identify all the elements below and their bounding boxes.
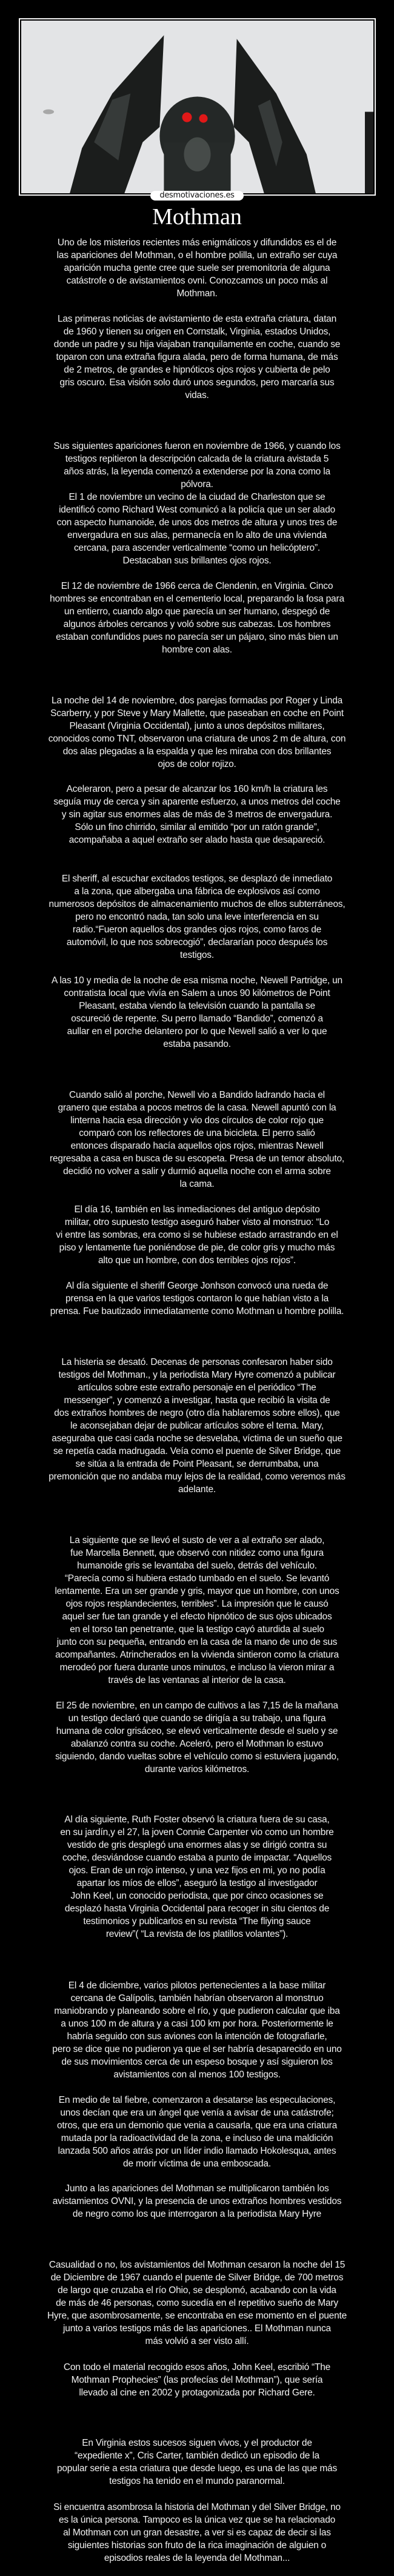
article-paragraph (0, 2501, 394, 2564)
paragraph-line: a unos 100 m de altura y a casi 100 km por hora. Posteriormente le (61, 2018, 333, 2029)
paragraph-line: pólvora. (181, 479, 213, 490)
paragraph-line: lentamente. Era un ser grande y gris, mayor que un hombre, con unos (55, 1585, 339, 1596)
paragraph-line: Sólo un fino chirrido, similar al emitido “por un ratón grande”, (75, 822, 319, 832)
paragraph-line: Mothman Prophecies” (las profecías del Mothman”), que sería (71, 2374, 323, 2385)
paragraph-line: El 12 de noviembre de 1966 cerca de Clendenin, en Virginia. Cinco (61, 580, 333, 591)
paragraph-line: artículos sobre este extraño personaje en el periódico “The (78, 1382, 316, 1393)
paragraph-line: de morir víctima de una emboscada. (123, 2158, 271, 2169)
paragraph-line: testigos del Mothman., y la periodista Mary Hyre comenzó a publicar (58, 1369, 336, 1380)
paragraph-line: de Diciembre de 1967 cuando el puente de Silver Bridge, de 700 metros (50, 2272, 344, 2283)
paragraph-line: un entierro, cuando algo que parecía un ser humano, despegó de (64, 606, 330, 617)
paragraph-line: de sus movimientos cerca de un espeso bosque y así siguieron los (61, 2056, 333, 2067)
paragraph-line: Al día siguiente, Ruth Foster observó la criatura fuera de su casa, (64, 1814, 330, 1825)
paragraph-line: numerosos depósitos de almacenamiento muchos de ellos subterráneos, (48, 898, 346, 909)
paragraph-line: militar, otro supuesto testigo aseguró haber visto al monstruo: “Lo (64, 1217, 330, 1227)
paragraph-line: humanoide gris se levantaba del suelo, detrás del vehículo. (77, 1560, 317, 1571)
paragraph-line: años atrás, la leyenda comenzó a extenderse por la zona como la (64, 466, 330, 477)
paragraph-line: Las primeras noticias de avistamiento de esta extraña criatura, datan (57, 313, 337, 324)
paragraph-line: merodeó por fuera durante unos minutos, e incluso la vieron mirar a (59, 1662, 335, 1673)
paragraph-line: regresaba a casa en busca de su escopeta. Presa de un temor absoluto, (50, 1153, 344, 1164)
paragraph-line: Aceleraron, pero a pesar de alcanzar los 160 km/h la criatura les (66, 783, 328, 794)
article-paragraph (0, 1203, 394, 1267)
paragraph-line: testigos repitieron la descripción calcada de la criatura avistada 5 (65, 453, 329, 464)
paragraph-line: siguiendo, dando vueltas sobre el vehículo como si estuviera jugando, (55, 1751, 339, 1762)
paragraph-line: Al día siguiente el sheriff George Jonhson convocó una rueda de (65, 1280, 329, 1291)
paragraph-line: Con todo el material recogido esos años, John Keel, escribió “The (63, 2362, 331, 2372)
paragraph-line: automóvil, lo que nos sobrecogió”, declararían poco después los (66, 937, 328, 948)
paragraph-line: vidas. (185, 390, 209, 400)
paragraph-line: abalanzó contra su coche. Aceleró, pero el Mothman lo estuvo (70, 1738, 324, 1749)
right-eye-icon (199, 115, 208, 123)
paragraph-line: decidió no volver a salir y durmió aquella noche con el arma sobre (63, 1166, 331, 1177)
paragraph-line: las apariciones del Mothman, o el hombre polilla, un extraño ser cuya (56, 250, 338, 261)
paragraph-line: coche, desviándose cuando estaba a punto de impactar. “Aquellos (62, 1852, 332, 1863)
paragraph-line: “expediente x”, Cris Carter, también dedicó un episodio de la (75, 2450, 319, 2461)
paragraph-line: Cuando salió al porche, Newell vio a Bandido ladrando hacia el (69, 1089, 325, 1100)
paragraph-line: aquel ser fue tan grande y el efecto hipnótico de sus ojos ubicados (62, 1611, 332, 1622)
paragraph-line: vestido de gris desplegó una enormes alas y se dirigió contra su (67, 1839, 327, 1850)
paragraph-line: un testigo declaró que cuando se dirigía a su trabajo, una figura (68, 1713, 326, 1724)
paragraph-line: de 1960 y tienen su origen en Cornstalk, Virginia, estados Unidos, (63, 326, 331, 337)
paragraph-line: en el torso tan penetrante, que la testigo cayó aturdida al suelo (70, 1624, 324, 1635)
paragraph-line: alto que un hombre, con dos terribles ojos rojos”. (98, 1255, 296, 1266)
paragraph-line: contratista local que vivía en Salem a unos 90 kilómetros de Point (64, 988, 330, 998)
article-paragraph (0, 1089, 394, 1190)
paragraph-line: Casualidad o no, los avistamientos del Mothman cesaron la noche del 15 (48, 2259, 346, 2270)
paragraph-line: adelante. (178, 1484, 216, 1495)
paragraph-line: pero no encontró nada, tan solo una leve interferencia en su (75, 911, 319, 922)
paragraph-line: humana de color grisáceo, se elevó verticalmente desde el suelo y se (56, 1725, 338, 1736)
paragraph-line: lanzada 500 años atrás por un líder indio llamado Hokolesqua, antes (58, 2145, 336, 2156)
paragraph-line: Pleasant (Virginia Occidental), junto a unos depósitos militares, (69, 720, 325, 731)
article-paragraph (0, 580, 394, 656)
paragraph-line: mutada por la radioactividad de la zona, e incluso de una maldición (61, 2133, 333, 2143)
paragraph-line: de más de 46 personas, como sucedía en el repetitivo sueño de Mary (56, 2297, 338, 2308)
paragraph-line: conocidos como TNT, observaron una criatura de unos 2 m de altura, con (48, 733, 346, 744)
paragraph-line: messenger”, y comenzó a investigar, hasta que recibió la visita de (64, 1395, 330, 1406)
paragraph-line: fue Marcella Bennett, que observó con nitidez como una figura (70, 1547, 324, 1558)
paragraph-line: cercana, para ascender verticalmente “como un helicóptero”. (73, 542, 321, 553)
article-paragraph (0, 236, 394, 300)
paragraph-line: estaba pasando. (163, 1038, 231, 1049)
paragraph-line: identificó como Richard West comunicó a la policía que un ser alado (59, 504, 335, 515)
paragraph-line: premonición que no andaba muy lejos de la realidad, como veremos más (48, 1471, 346, 1482)
article-paragraph (0, 694, 394, 771)
paragraph-line: le aconsejaban dejar de publicar artículos sobre el tema. Mary, (70, 1420, 324, 1431)
paragraph-line: dos extraños hombres de negro (otro día hablaremos sobre ellos), que (54, 1407, 340, 1418)
paragraph-line: La noche del 14 de noviembre, dos parejas formadas por Roger y Linda (51, 695, 343, 706)
mothman-illustration (21, 21, 373, 193)
paragraph-line: la cama. (179, 1178, 215, 1189)
paragraph-line: llevado al cine en 2002 y protagonizada por Richard Gere. (79, 2387, 315, 2398)
paragraph-line: En Virginia estos sucesos siguen vivos, y el productor de (82, 2437, 312, 2448)
paragraph-line: entonces disparado hacía aquellos ojos rojos, mientras Newell (70, 1140, 324, 1151)
paragraph-line: Pleasant, estaba viendo la televisión cuando la pantalla se (79, 1000, 315, 1011)
paragraph-line: La histeria se desató. Decenas de personas confesaron haber sido (61, 1356, 333, 1367)
paragraph-line: al Mothman con un gran desastre, a ver si es capaz de decir si las (63, 2527, 331, 2538)
paragraph-line: acompañantes. Atrincherados en la vivienda sintieron como la criatura (55, 1649, 339, 1660)
article-paragraph (0, 2259, 394, 2348)
paragraph-line: testimonios y publicarlos en su revista “The fliying sauce (83, 1916, 311, 1927)
paragraph-line: vi entre las sombras, era como si se hubiese estado arrastrando en el (56, 1229, 338, 1240)
paragraph-line: episodios reales de la leyenda del Mothman... (104, 2552, 290, 2563)
paragraph-line: radio.“Fueron aquellos dos grandes ojos rojos, como faros de (72, 924, 322, 935)
paragraph-line: estaban confundidos pues no parecía ser un pájaro, sino más bien un (56, 631, 338, 642)
paragraph-line: prensa en la que varios testigos contaron lo que habían visto a la (65, 1293, 329, 1304)
article-paragraph (0, 2094, 394, 2170)
paragraph-line: catástrofe o de avistamientos ovni. Conozcamos un poco más al (66, 275, 328, 286)
paragraph-line: “Parecía como si hubiera estado tumbado en el suelo. Se levantó (64, 1573, 330, 1584)
paragraph-line: Sus siguientes apariciones fueron en noviembre de 1966, y cuando los (53, 440, 341, 451)
paragraph-line: habría seguido con sus aviones con la intención de fotografiarle, (67, 2031, 327, 2042)
paragraph-line: es la única persona. Tampoco es la única vez que se ha relacionado (58, 2514, 336, 2525)
paragraph-line: con aspecto humanoide, de unos dos metros de altura y unos tres de (56, 517, 338, 528)
paragraph-line: John Keel, un conocido periodista, que por cinco ocasiones se (70, 1890, 324, 1901)
article-paragraph (0, 2182, 394, 2220)
paragraph-line: testigos. (180, 949, 214, 960)
article-paragraph (0, 2361, 394, 2399)
paragraph-line: aparición mucha gente cree que suele ser premonitoria de alguna (64, 262, 330, 273)
paragraph-line: apartar los míos de ellos”, aseguró la testigo al investigador (76, 1877, 318, 1888)
paragraph-line: aullar en el porche delantero por lo que Newell salió a ver lo que (67, 1026, 327, 1037)
paragraph-line: Si encuentra asombrosa la historia del Mothman y del Silver Bridge, no (53, 2501, 341, 2512)
paragraph-line: envergadura en sus alas, permanecía en lo alto de una vivienda (67, 529, 327, 540)
paragraph-line: algunos árboles cercanos y voló sobre sus cabezas. Los hombres (63, 619, 331, 629)
paragraph-line: avistamientos OVNI, y la presencia de unos extraños hombres vestidos (52, 2196, 342, 2206)
article-paragraph (0, 1280, 394, 1318)
paragraph-line: comparó con los reflectores de una bicicleta. El perro salió (79, 1127, 315, 1138)
paragraph-line: de 2 metros, de grandes e hipnóticos ojos rojos y cubierta de pelo (64, 364, 330, 375)
paragraph-line: aseguraba que casi cada noche se desvelaba, víctima de un sueño que (52, 1433, 342, 1444)
paragraph-line: de negro como los que interrogaron a la periodista Mary Hyre (72, 2208, 322, 2219)
article-paragraph (0, 1979, 394, 2081)
paragraph-line: granero que estaba a pocos metros de la casa. Newell apuntó con la (58, 1102, 336, 1113)
paragraph-line: donde un padre y su hija viajaban tranquilamente en coche, cuando se (53, 339, 341, 350)
paragraph-line: en su jardín,y el 27, la joven Connie Carpenter vio como un hombre (60, 1827, 334, 1837)
paragraph-line: popular serie a esta criatura que desde luego, es una de las que más (56, 2463, 338, 2474)
article-paragraph (0, 313, 394, 402)
paragraph-line: ojos de color rojizo. (158, 759, 236, 769)
article-paragraph (0, 783, 394, 846)
paragraph-line: se sitúa a la entrada de Point Pleasant, se derrumbaba, una (75, 1458, 319, 1469)
paragraph-line: más volvió a ser visto allí. (145, 2335, 249, 2346)
paragraph-line: Scarberry, y por Steve y Mary Mallette, que paseaban en coche en Point (50, 708, 344, 719)
paragraph-line: desplazó hasta Virginia Occidental para recoger in situ cientos de (64, 1903, 330, 1914)
paragraph-line: a la zona, que albergaba una fábrica de explosivos así como (74, 886, 320, 897)
article-paragraph (0, 1699, 394, 1776)
paragraph-line: El 25 de noviembre, en un campo de cultivos a las 7,15 de la mañana (56, 1700, 338, 1711)
paragraph-line: La siguiente que se llevó el susto de ver a al extraño ser alado, (69, 1535, 325, 1545)
paragraph-line: El día 16, también en las inmediaciones del antiguo depósito (74, 1204, 320, 1215)
paragraph-line: dos alas plegadas a la espalda y que les miraba con dos brillantes (62, 746, 332, 757)
paragraph-line: linterna hacia esa dirección y vio dos círculos de color rojo que (70, 1115, 324, 1126)
article-paragraph (0, 872, 394, 961)
paragraph-line: El sheriff, al escuchar excitados testigos, se desplazó de inmediato (61, 873, 333, 884)
paragraph-line: avistamientos con al menos 100 testigos. (113, 2069, 281, 2080)
paragraph-line: maniobrando y planeando sobre el río, y que pudieron calcular que iba (54, 2005, 340, 2016)
article-paragraph (0, 974, 394, 1051)
paragraph-line: testigos ha tenido en el mundo paranormal. (109, 2475, 285, 2486)
paragraph-line: durante varios kilómetros. (144, 1764, 250, 1774)
paragraph-line: Uno de los misterios recientes más enigmáticos y difundidos es el de (57, 237, 337, 248)
paragraph-line: ojos rojos resplandecientes, terribles”. La impresión que le causó (65, 1598, 329, 1609)
paragraph-line: oscureció de repente. Su perro llamado “Bandido”, comenzó a (71, 1013, 323, 1024)
paragraph-line: Destacaban sus brillantes ojos rojos. (122, 555, 272, 566)
paragraph-line: Mothman. (176, 288, 218, 299)
paragraph-line: siguientes historias son fruto de la rica imaginación de alguien o (67, 2540, 327, 2551)
paragraph-line: El 4 de diciembre, varios pilotos pertenecientes a la base militar (68, 1980, 326, 1991)
paragraph-line: de largo que cruzaba el río Ohio, se desplomó, acabando con la vida (58, 2285, 336, 2295)
article-paragraph (0, 1534, 394, 1687)
paragraph-line: gris oscuro. Esa visión solo duró unos segundos, pero marcaría sus (59, 377, 335, 388)
paragraph-line: otros, que era un demonio que venia a causarla, que era una criatura (56, 2120, 338, 2131)
paragraph-line: hombres se encontraban en el cementerio local, preparando la fosa para (50, 593, 344, 604)
paragraph-line: toparon con una extraña figura alada, pero de forma humana, de más (56, 351, 338, 362)
paragraph-line: ojos. Eran de un rojo intenso, y una vez fijos en mi, yo no podía (68, 1865, 326, 1876)
article-paragraph (0, 2437, 394, 2488)
paragraph-line: piso y lentamente fue poniéndose de pie, de color gris y mucho más (59, 1242, 335, 1253)
paragraph-line: y sin agitar sus enormes alas de más de 3 metros de envergadura. (61, 809, 333, 820)
article-paragraph (0, 1813, 394, 1940)
paragraph-line: A las 10 y media de la noche de esa misma noche, Newell Partridge, un (52, 975, 342, 986)
watermark-logo: desmotivaciones.es (150, 191, 244, 201)
article-paragraph (0, 1356, 394, 1496)
paragraph-line: Junto a las apariciones del Mothman se multiplicaron también los (65, 2183, 329, 2194)
paragraph-line: junto a varios testigos más de las apariciones.. El Mothman nunca (63, 2323, 331, 2334)
paragraph-line: hombre con alas. (162, 644, 232, 655)
paragraph-line: unos decían que era un ángel que venía a avisar de una catástrofe; (60, 2107, 334, 2118)
paragraph-line: través de las ventanas al interior de la casa. (108, 1675, 286, 1685)
paragraph-line: cercana de Galípolis, también habrían observaron al monstruo (70, 1993, 324, 2003)
paragraph-line: pero se dice que no pudieron ya que el ser habría desaparecido en uno (52, 2043, 342, 2054)
paragraph-line: El 1 de noviembre un vecino de la ciudad de Charleston que se (68, 491, 326, 502)
paragraph-line: prensa. Fue bautizado inmediatamente como Mothman u hombre polilla. (50, 1306, 344, 1316)
paragraph-line: review”( “La revista de los platillos volantes”). (105, 1928, 289, 1939)
paragraph-line: acompañaba a aquel extraño ser alado hasta que desapareció. (68, 834, 326, 845)
paragraph-line: seguía muy de cerca y sin aparente esfuerzo, a unos metros del coche (53, 796, 341, 807)
paragraph-line: junto con su pequeña, entrando en la casa de la mano de uno de sus (56, 1636, 338, 1647)
poster-image-frame (19, 18, 376, 196)
left-eye-icon (182, 113, 192, 122)
page-title: Mothman (152, 204, 242, 230)
article-paragraph (0, 440, 394, 567)
paragraph-line: En medio de tal fiebre, comenzaron a desatarse las especulaciones, (58, 2094, 336, 2105)
paragraph-line: se repetía cada madrugada. Veía como el puente de Silver Bridge, que (53, 1446, 341, 1456)
paragraph-line: Hyre, que asombrosamente, se encontraba en ese momento en el puente (47, 2310, 347, 2321)
